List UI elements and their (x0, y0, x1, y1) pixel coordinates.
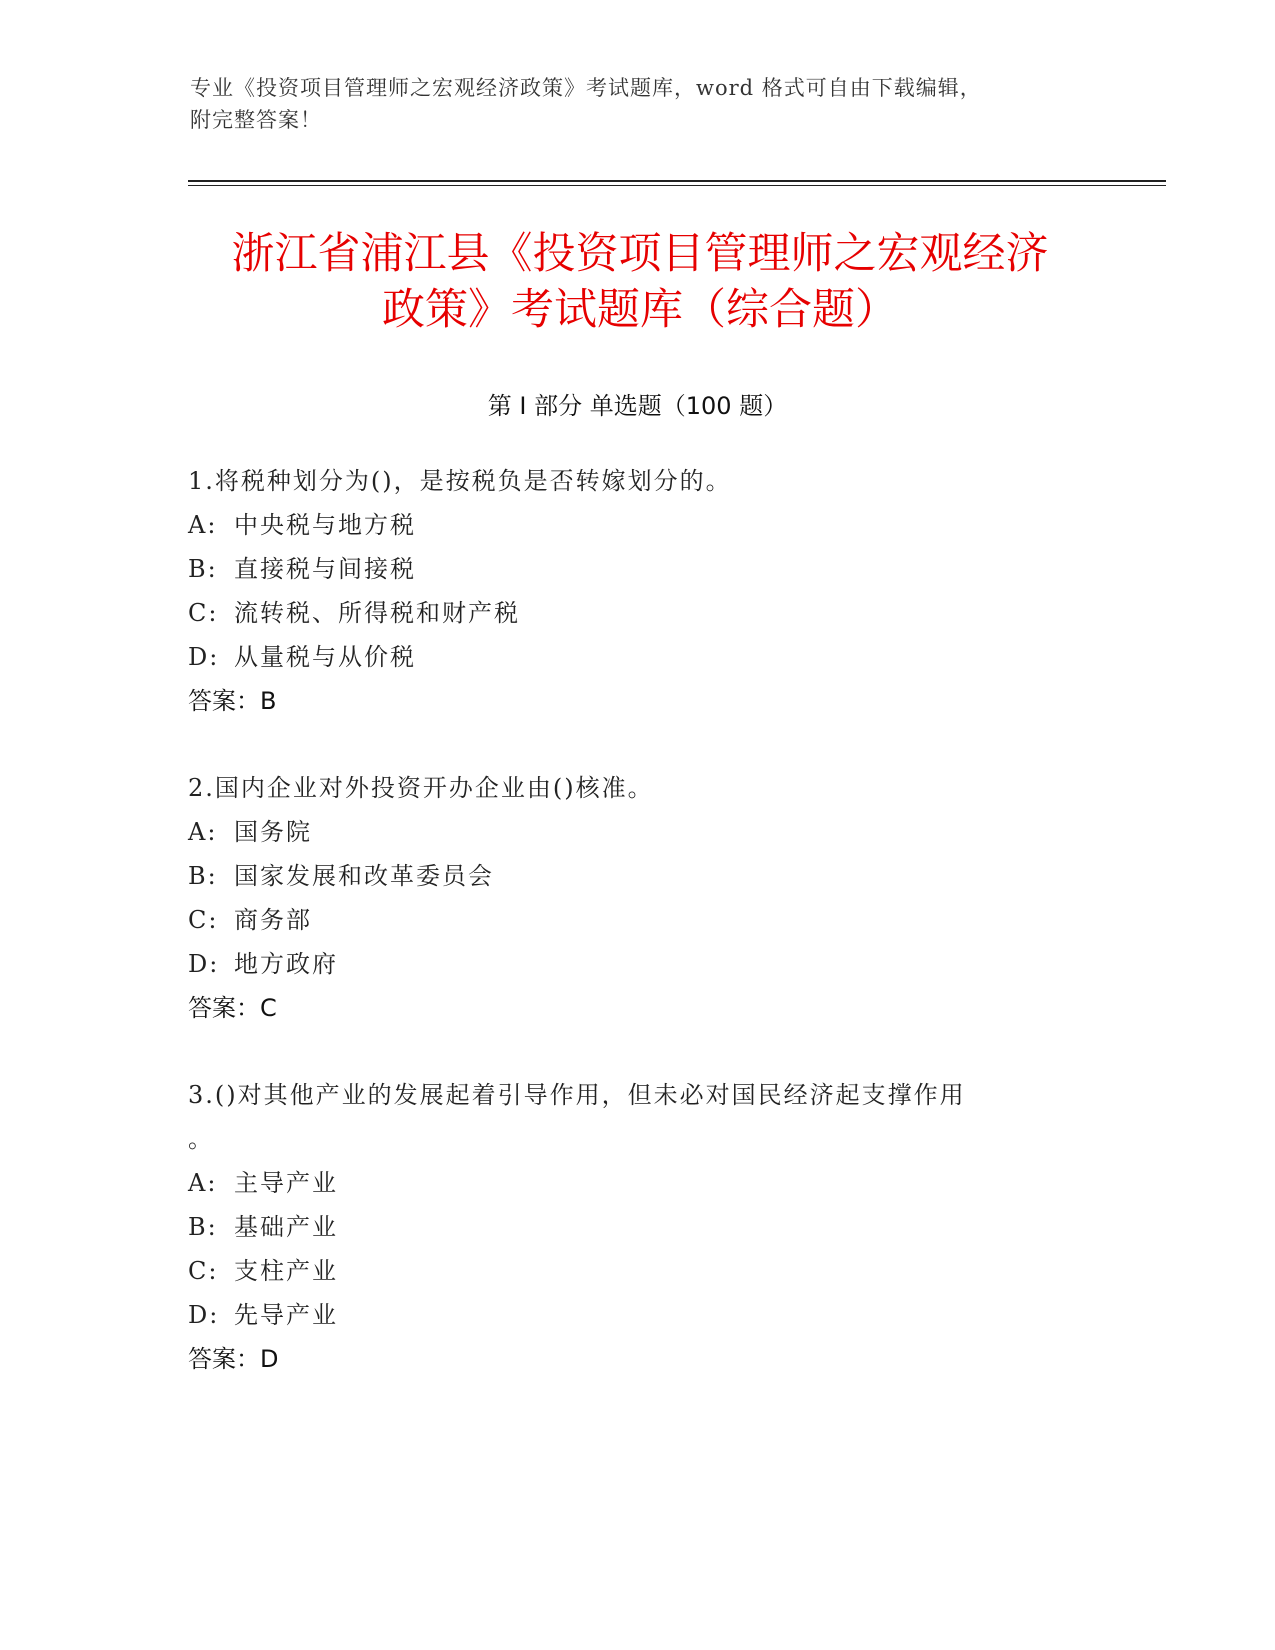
option-text: 国家发展和改革委员会 (234, 862, 494, 890)
option-text: 从量税与从价税 (234, 643, 416, 671)
option-label: D: (188, 950, 220, 978)
option-text: 流转税、所得税和财产税 (234, 599, 520, 627)
option-label: B: (188, 862, 218, 890)
option-label: C: (188, 1257, 219, 1285)
question-1-option-c (188, 593, 520, 628)
question-3-stem: 3.()对其他产业的发展起着引导作用，但未必对国民经济起支撑作用 (188, 1081, 966, 1109)
intro-line-2: 附完整答案！ (190, 108, 322, 132)
option-label: B: (188, 1213, 218, 1241)
option-label: C: (188, 599, 219, 627)
option-text: 主导产业 (234, 1169, 338, 1197)
option-text: 支柱产业 (234, 1257, 338, 1285)
divider-thick (188, 180, 1166, 182)
intro-line-1: 专业《投资项目管理师之宏观经济政策》考试题库，word 格式可自由下载编辑， (190, 76, 982, 100)
question-3-stem-continuation: 。 (188, 1125, 214, 1153)
question-3-option-c (188, 1251, 338, 1286)
option-text: 国务院 (234, 818, 312, 846)
divider-thin (188, 185, 1166, 186)
option-text: 基础产业 (234, 1213, 338, 1241)
intro-text (190, 72, 1090, 136)
question-3-option-a (188, 1163, 338, 1198)
question-1-option-b (188, 549, 416, 584)
option-text: 地方政府 (234, 950, 338, 978)
question-3-answer: 答案：D (188, 1345, 279, 1373)
option-label: A: (188, 1169, 218, 1197)
section-heading: 第 I 部分 单选题（100 题） (487, 392, 788, 420)
option-label: D: (188, 1301, 220, 1329)
question-3-option-d (188, 1295, 338, 1330)
option-label: C: (188, 906, 219, 934)
option-label: A: (188, 511, 218, 539)
option-text: 直接税与间接税 (234, 555, 416, 583)
option-label: D: (188, 643, 220, 671)
question-2-option-c (188, 900, 312, 935)
question-2-option-b (188, 856, 494, 891)
question-1-option-d (188, 637, 416, 672)
question-2-stem: 2.国内企业对外投资开办企业由()核准。 (188, 774, 654, 802)
document-title (150, 226, 1130, 338)
option-label: B: (188, 555, 218, 583)
question-1-option-a (188, 505, 416, 540)
question-2-option-a (188, 812, 312, 847)
option-text: 中央税与地方税 (234, 511, 416, 539)
question-2-option-d (188, 944, 338, 979)
title-line-2: 政策》考试题库（综合题） (382, 285, 898, 335)
question-3-option-b (188, 1207, 338, 1242)
option-label: A: (188, 818, 218, 846)
title-line-1: 浙江省浦江县《投资项目管理师之宏观经济 (231, 229, 1049, 279)
question-1-stem: 1.将税种划分为()，是按税负是否转嫁划分的。 (188, 467, 732, 495)
option-text: 商务部 (234, 906, 312, 934)
question-2-answer: 答案：C (188, 994, 277, 1022)
option-text: 先导产业 (234, 1301, 338, 1329)
question-1-answer: 答案：B (188, 687, 277, 715)
